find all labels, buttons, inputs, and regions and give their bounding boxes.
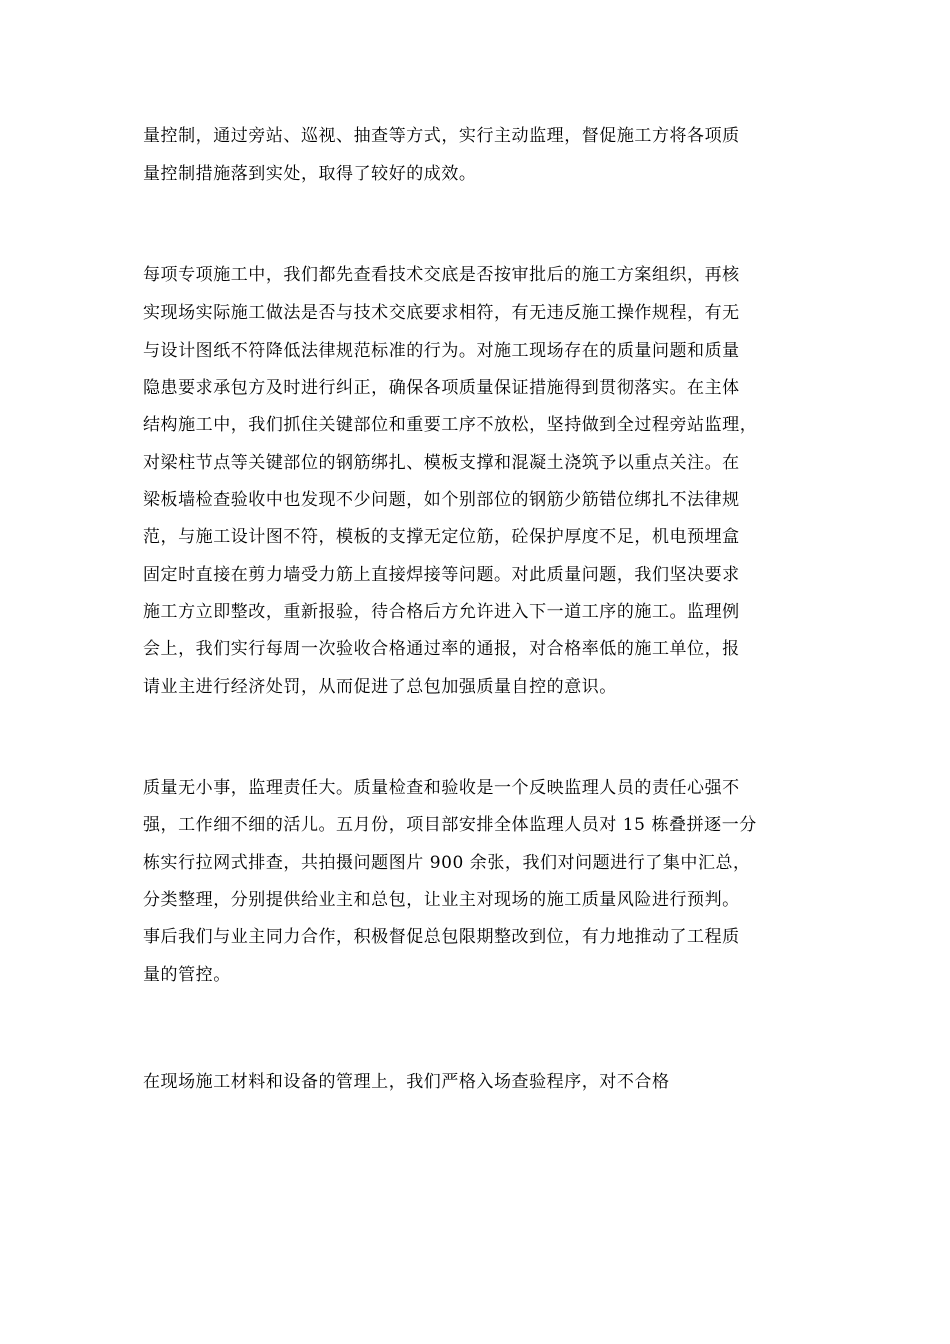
paragraph-line: 对梁柱节点等关键部位的钢筋绑扎、模板支撑和混凝土浇筑予以重点关注。在 bbox=[143, 453, 740, 473]
paragraph-line: 会上，我们实行每周一次验收合格通过率的通报，对合格率低的施工单位，报 bbox=[143, 639, 740, 659]
paragraph-line: 量控制措施落到实处，取得了较好的成效。 bbox=[143, 164, 477, 184]
paragraph-line: 与设计图纸不符降低法律规范标准的行为。对施工现场存在的质量问题和质量 bbox=[143, 341, 740, 361]
paragraph-line: 施工方立即整改，重新报验，待合格后方允许进入下一道工序的施工。监理例 bbox=[143, 602, 740, 622]
paragraph-line: 实现场实际施工做法是否与技术交底要求相符，有无违反施工操作规程，有无 bbox=[143, 303, 740, 323]
paragraph-line: 事后我们与业主同力合作，积极督促总包限期整改到位，有力地推动了工程质 bbox=[143, 927, 740, 947]
paragraph-line: 梁板墙检查验收中也发现不少问题，如个别部位的钢筋少筋错位绑扎不法律规 bbox=[143, 490, 740, 510]
paragraph-line: 栋实行拉网式排查，共拍摄问题图片 900 余张，我们对问题进行了集中汇总， bbox=[143, 853, 751, 873]
paragraph-line: 量的管控。 bbox=[143, 965, 231, 985]
paragraph-line: 固定时直接在剪力墙受力筋上直接焊接等问题。对此质量问题，我们坚决要求 bbox=[143, 565, 740, 585]
paragraph-line: 请业主进行经济处罚，从而促进了总包加强质量自控的意识。 bbox=[143, 677, 617, 697]
paragraph-line: 在现场施工材料和设备的管理上，我们严格入场查验程序，对不合格 bbox=[143, 1072, 670, 1092]
paragraph-line: 量控制，通过旁站、巡视、抽查等方式，实行主动监理，督促施工方将各项质 bbox=[143, 126, 740, 146]
paragraph-line: 分类整理，分别提供给业主和总包，让业主对现场的施工质量风险进行预判。 bbox=[143, 890, 740, 910]
paragraph-line: 范，与施工设计图不符，模板的支撑无定位筋，砼保护厚度不足，机电预埋盒 bbox=[143, 527, 740, 547]
paragraph-line: 强，工作细不细的活儿。五月份，项目部安排全体监理人员对 15 栋叠拼逐一分 bbox=[143, 815, 757, 835]
paragraph-line: 每项专项施工中，我们都先查看技术交底是否按审批后的施工方案组织，再核 bbox=[143, 265, 740, 285]
paragraph-line: 质量无小事，监理责任大。质量检查和验收是一个反映监理人员的责任心强不 bbox=[143, 778, 740, 798]
paragraph-line: 隐患要求承包方及时进行纠正，确保各项质量保证措施得到贯彻落实。在主体 bbox=[143, 378, 740, 398]
paragraph-line: 结构施工中，我们抓住关键部位和重要工序不放松，坚持做到全过程旁站监理， bbox=[143, 415, 758, 435]
